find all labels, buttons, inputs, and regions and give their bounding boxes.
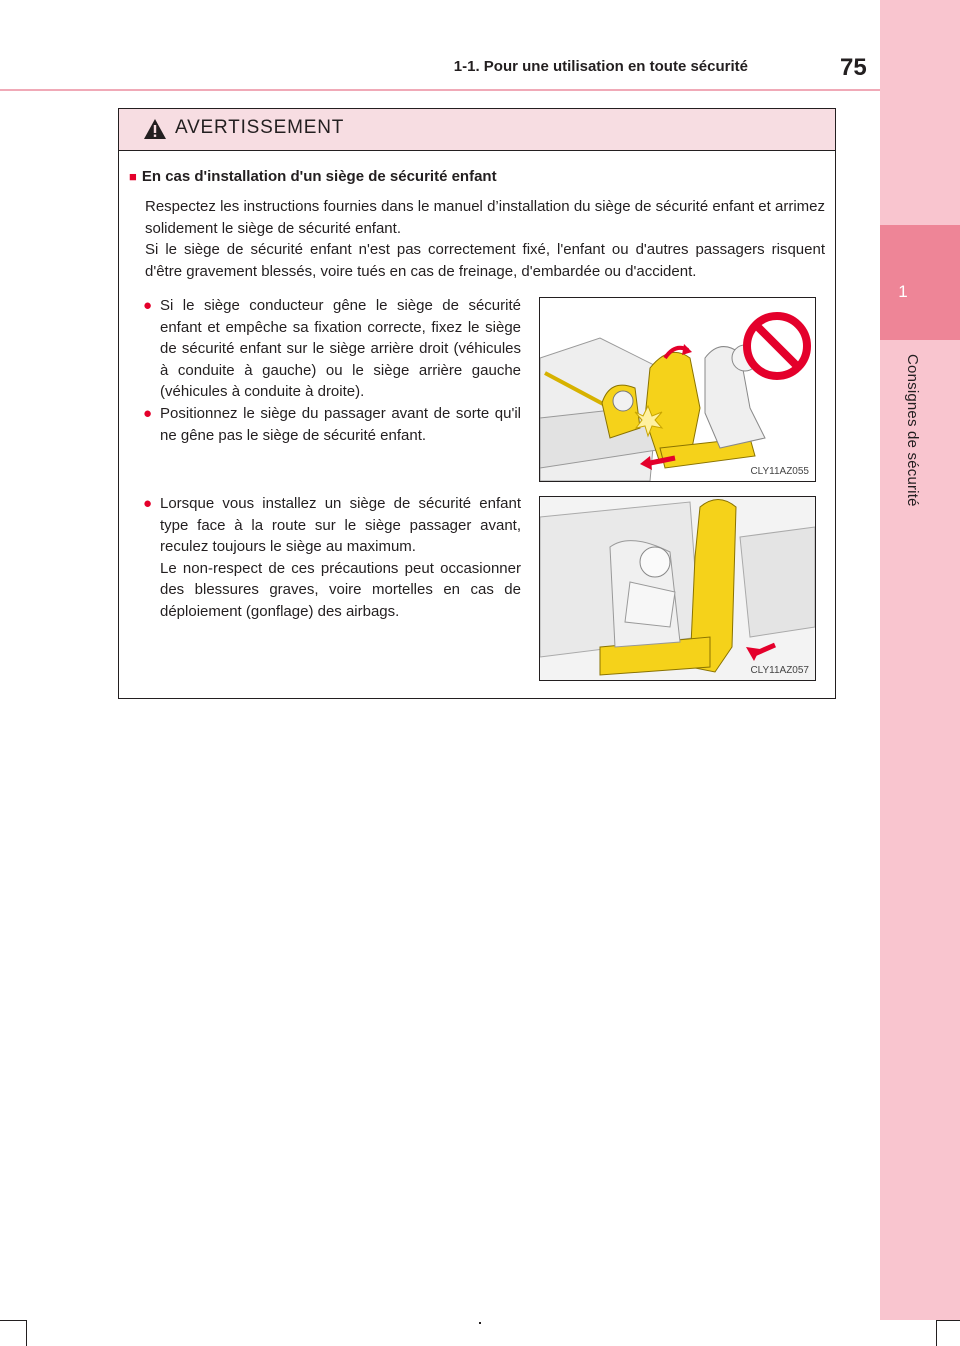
- section-header: 1-1. Pour une utilisation en toute sécurité: [453, 58, 748, 75]
- list-item: [143, 295, 521, 403]
- intro-text: [145, 196, 825, 282]
- header-rule: [0, 89, 880, 91]
- intro-paragraph: Si le siège de sécurité enfant n'est pas correctement fixé, l'enfant ou d'autres passagers risquent d'être gravement blessés, voire tués en cas de freinage, d'embardée ou d'accident.: [145, 241, 825, 280]
- section-title: [129, 168, 497, 185]
- warning-box: [118, 108, 836, 699]
- car-seat-illustration: [540, 298, 815, 481]
- chapter-title: Consignes de sécurité: [904, 354, 921, 507]
- crop-mark: [936, 1320, 937, 1346]
- side-strip: [880, 0, 960, 1320]
- list-item: [143, 403, 521, 446]
- intro-paragraph: Respectez les instructions fournies dans le manuel d’installation du siège de sécurité enfant et arrimez solidement le siège de sécurité enfant.: [145, 198, 825, 237]
- warning-triangle-icon: [143, 118, 167, 140]
- crop-mark: [0, 1320, 26, 1321]
- crop-mark: [479, 1322, 481, 1324]
- forward-seat-illustration: [540, 497, 815, 680]
- section-title-text: En cas d'installation d'un siège de sécurité enfant: [141, 168, 497, 185]
- prohibited-icon: [747, 316, 807, 376]
- chapter-number: 1: [898, 282, 908, 301]
- crop-mark: [26, 1320, 27, 1346]
- illustration-forward-facing-seat: [539, 496, 816, 681]
- item-text: Lorsque vous installez un siège de sécurité enfant type face à la route sur le siège passager avant, reculez toujours le siège au maximum.: [160, 495, 521, 555]
- item-text: Si le siège conducteur gêne le siège de sécurité enfant et empêche sa fixation correcte, fixez le siège de sécurité enfant sur le siège arrière droit (véhicules à conduite à gauche) ou le siège arrière gauche (véhicules à conduite à droite).: [160, 297, 521, 400]
- illustration-caption: CLY11AZ055: [750, 466, 809, 477]
- crop-mark: [936, 1320, 960, 1321]
- item-text: Le non-respect de ces précautions peut occasionner des blessures graves, voire mortelles en cas de déploiement (gonflage) des airbags.: [160, 559, 521, 620]
- round-bullet-icon: ●: [143, 495, 153, 512]
- round-bullet-icon: ●: [143, 405, 153, 422]
- illustration-caption: CLY11AZ057: [750, 665, 809, 676]
- item-text: Positionnez le siège du passager avant de sorte qu'il ne gêne pas le siège de sécurité enfant.: [160, 405, 521, 444]
- illustration-rear-facing-seat: [539, 297, 816, 482]
- round-bullet-icon: ●: [143, 297, 153, 314]
- square-bullet-icon: ■: [129, 169, 137, 184]
- warning-title: AVERTISSEMENT: [175, 117, 345, 138]
- list-item: [143, 493, 521, 622]
- warning-header: [119, 109, 835, 151]
- page-number: 75: [840, 54, 867, 81]
